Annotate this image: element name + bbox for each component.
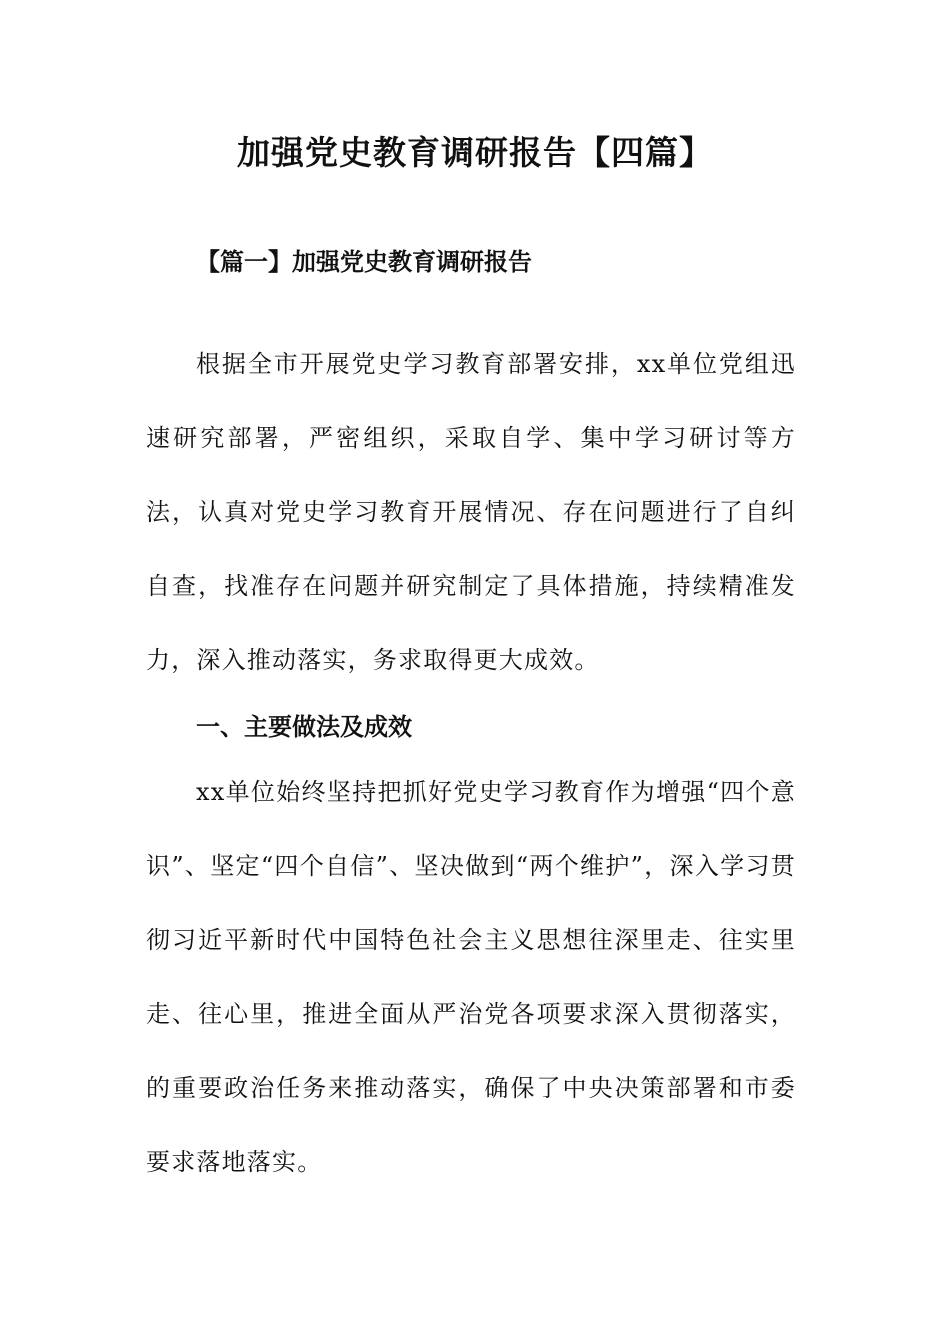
body-paragraph: xx单位始终坚持把抓好党史学习教育作为增强“四个意识”、坚定“四个自信”、坚决做到“两个维护”，深入学习贯彻习近平新时代中国特色社会主义思想往深里走、往实里走、往心里，推进全面从严治党各项要求深入贯彻落实，的重要政治任务来推动落实，确保了中央决策部署和市委要求落地落实。: [146, 778, 796, 1176]
body-paragraph: 根据全市开展党史学习教育部署安排，xx单位党组迅速研究部署，严密组织，采取自学、集中学习研讨等方法，认真对党史学习教育开展情况、存在问题进行了自纠自查，找准存在问题并研究制定了具体措施，持续精准发力，深入推动落实，务求取得更大成效。: [146, 350, 796, 674]
subheading: 一、主要做法及成效: [196, 712, 412, 741]
section-title: 【篇一】加强党史教育调研报告: [196, 247, 532, 276]
document-title: 加强党史教育调研报告【四篇】: [237, 133, 713, 172]
